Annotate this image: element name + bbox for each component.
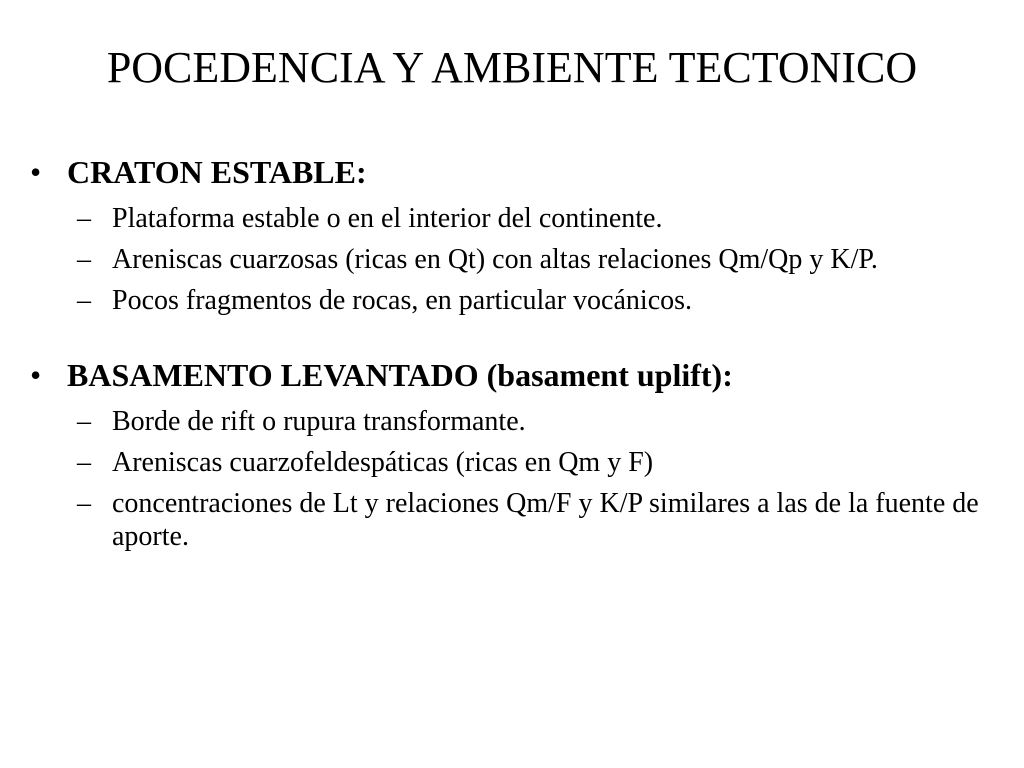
section-heading	[30, 353, 990, 397]
list-item-text: Pocos fragmentos de rocas, en particular vocánicos.	[112, 285, 693, 316]
section-heading-text: BASAMENTO LEVANTADO (basament uplift):	[67, 357, 733, 393]
slide-content	[30, 150, 990, 553]
list-item	[30, 487, 990, 553]
section-basamento-levantado	[30, 353, 990, 553]
list-item	[30, 446, 990, 479]
section-heading	[30, 150, 990, 194]
list-item	[30, 284, 990, 317]
section-heading-text: CRATON ESTABLE:	[67, 154, 367, 190]
list-item-text: Areniscas cuarzofeldespáticas (ricas en Qm y F)	[112, 447, 654, 478]
section-craton-estable	[30, 150, 990, 317]
list-item	[30, 405, 990, 438]
dash-icon: –	[77, 488, 91, 519]
dash-icon: –	[77, 406, 91, 437]
dash-icon: –	[77, 447, 91, 478]
list-item-text: Plataforma estable o en el interior del continente.	[112, 203, 663, 234]
bullet-icon: •	[30, 154, 42, 190]
dash-icon: –	[77, 244, 91, 275]
sub-list	[30, 405, 990, 553]
list-item-text: Borde de rift o rupura transformante.	[112, 406, 526, 437]
dash-icon: –	[77, 203, 91, 234]
slide-title: POCEDENCIA Y AMBIENTE TECTONICO	[106, 43, 918, 92]
bullet-icon: •	[30, 357, 42, 393]
dash-icon: –	[77, 285, 91, 316]
list-item-text: concentraciones de Lt y relaciones Qm/F y K/P similares a las de la fuente de aporte.	[112, 488, 979, 552]
list-item	[30, 202, 990, 235]
list-item	[30, 243, 990, 276]
list-item-text: Areniscas cuarzosas (ricas en Qt) con altas relaciones Qm/Qp y K/P.	[112, 244, 878, 275]
sub-list	[30, 202, 990, 317]
